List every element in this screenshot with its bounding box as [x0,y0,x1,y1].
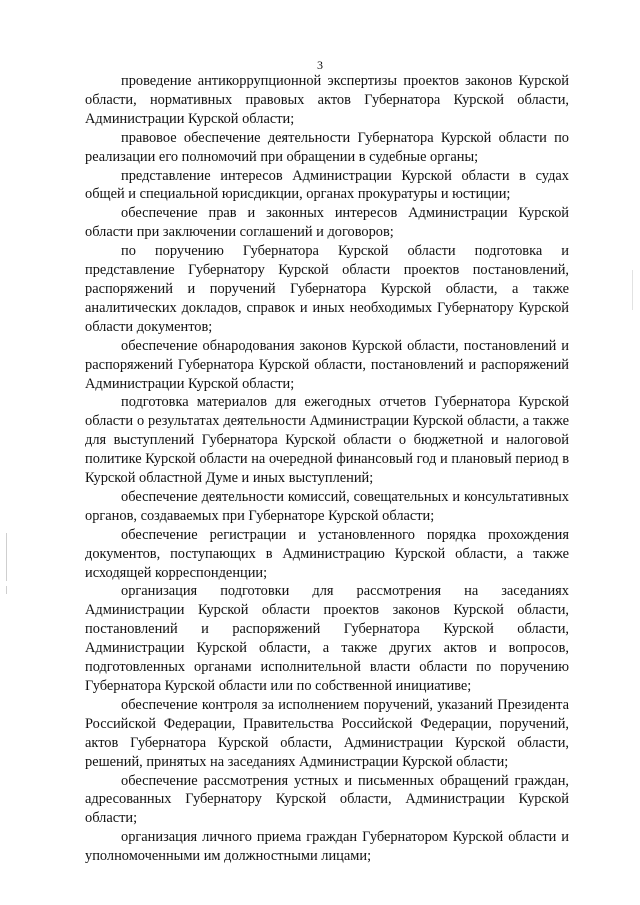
paragraph-legal-support: правовое обеспечение деятельности Губернатора Курской области по реализации его полномочий при обращении в судебные органы; [85,129,569,165]
document-body [85,72,569,866]
paragraph-personal-reception: организация личного приема граждан Губернатором Курской области и уполномоченными им должностными лицами; [85,829,569,865]
paragraph-court-representation: представление интересов Администрации Курской области в судах общей и специальной юрисдикции, органах прокуратуры и юстиции; [85,167,569,203]
paragraph-citizen-appeals: обеспечение рассмотрения устных и письменных обращений граждан, адресованных Губернатору Курской области, Администрации Курской области; [85,772,569,827]
paragraph-anticorruption-expertise: проведение антикоррупционной экспертизы проектов законов Курской области, нормативных правовых актов Губернатора Курской области, Администрации Курской области; [85,73,569,127]
paragraph-annual-reports: подготовка материалов для ежегодных отчетов Губернатора Курской области о результатах деятельности Администрации Курской области, а также для выступлений Губернатора Курской области о бюджетной и налоговой политике Курской области на очередной финансовый год и плановый период в Курской областной Думе и иных выступлений; [85,394,569,487]
paragraph-commissions: обеспечение деятельности комиссий, совещательных и консультативных органов, создаваемых при Губернаторе Курской области; [85,488,569,524]
scan-artifact [6,533,7,581]
scan-artifact [6,586,7,594]
page-number: 3 [317,58,323,72]
paragraph-execution-control: обеспечение контроля за исполнением поручений, указаний Президента Российской Федерации, Правительства Российской Федерации, поручений, актов Губернатора Курской области, Администрации Курской области, решений, принятых на заседаниях Администрации Курской области; [85,696,569,770]
paragraph-meeting-preparation: организация подготовки для рассмотрения на заседаниях Администрации Курской области проектов законов Курской области, постановлений и распоряжений Губернатора Курской области, Администрации Курской области, а также других актов и вопросов, подготовленных органами исполнительной власти области по поручению Губернатора Курской области или по собственной инициативе; [85,583,569,694]
paragraph-draft-preparation: по поручению Губернатора Курской области подготовка и представление Губернатору Курской области проектов постановлений, распоряжений и поручений Губернатора Курской области, а также аналитических докладов, справок и иных необходимых Губернатору Курской области документов; [85,243,569,335]
scan-artifact [632,270,633,310]
paragraph-publication: обеспечение обнародования законов Курской области, постановлений и распоряжений Губернатора Курской области, постановлений и распоряжений Администрации Курской области; [85,337,569,392]
paragraph-rights-protection: обеспечение прав и законных интересов Администрации Курской области при заключении соглашений и договоров; [85,205,569,241]
paragraph-registration: обеспечение регистрации и установленного порядка прохождения документов, поступающих в Администрацию Курской области, а также исходящей корреспонденции; [85,526,569,581]
